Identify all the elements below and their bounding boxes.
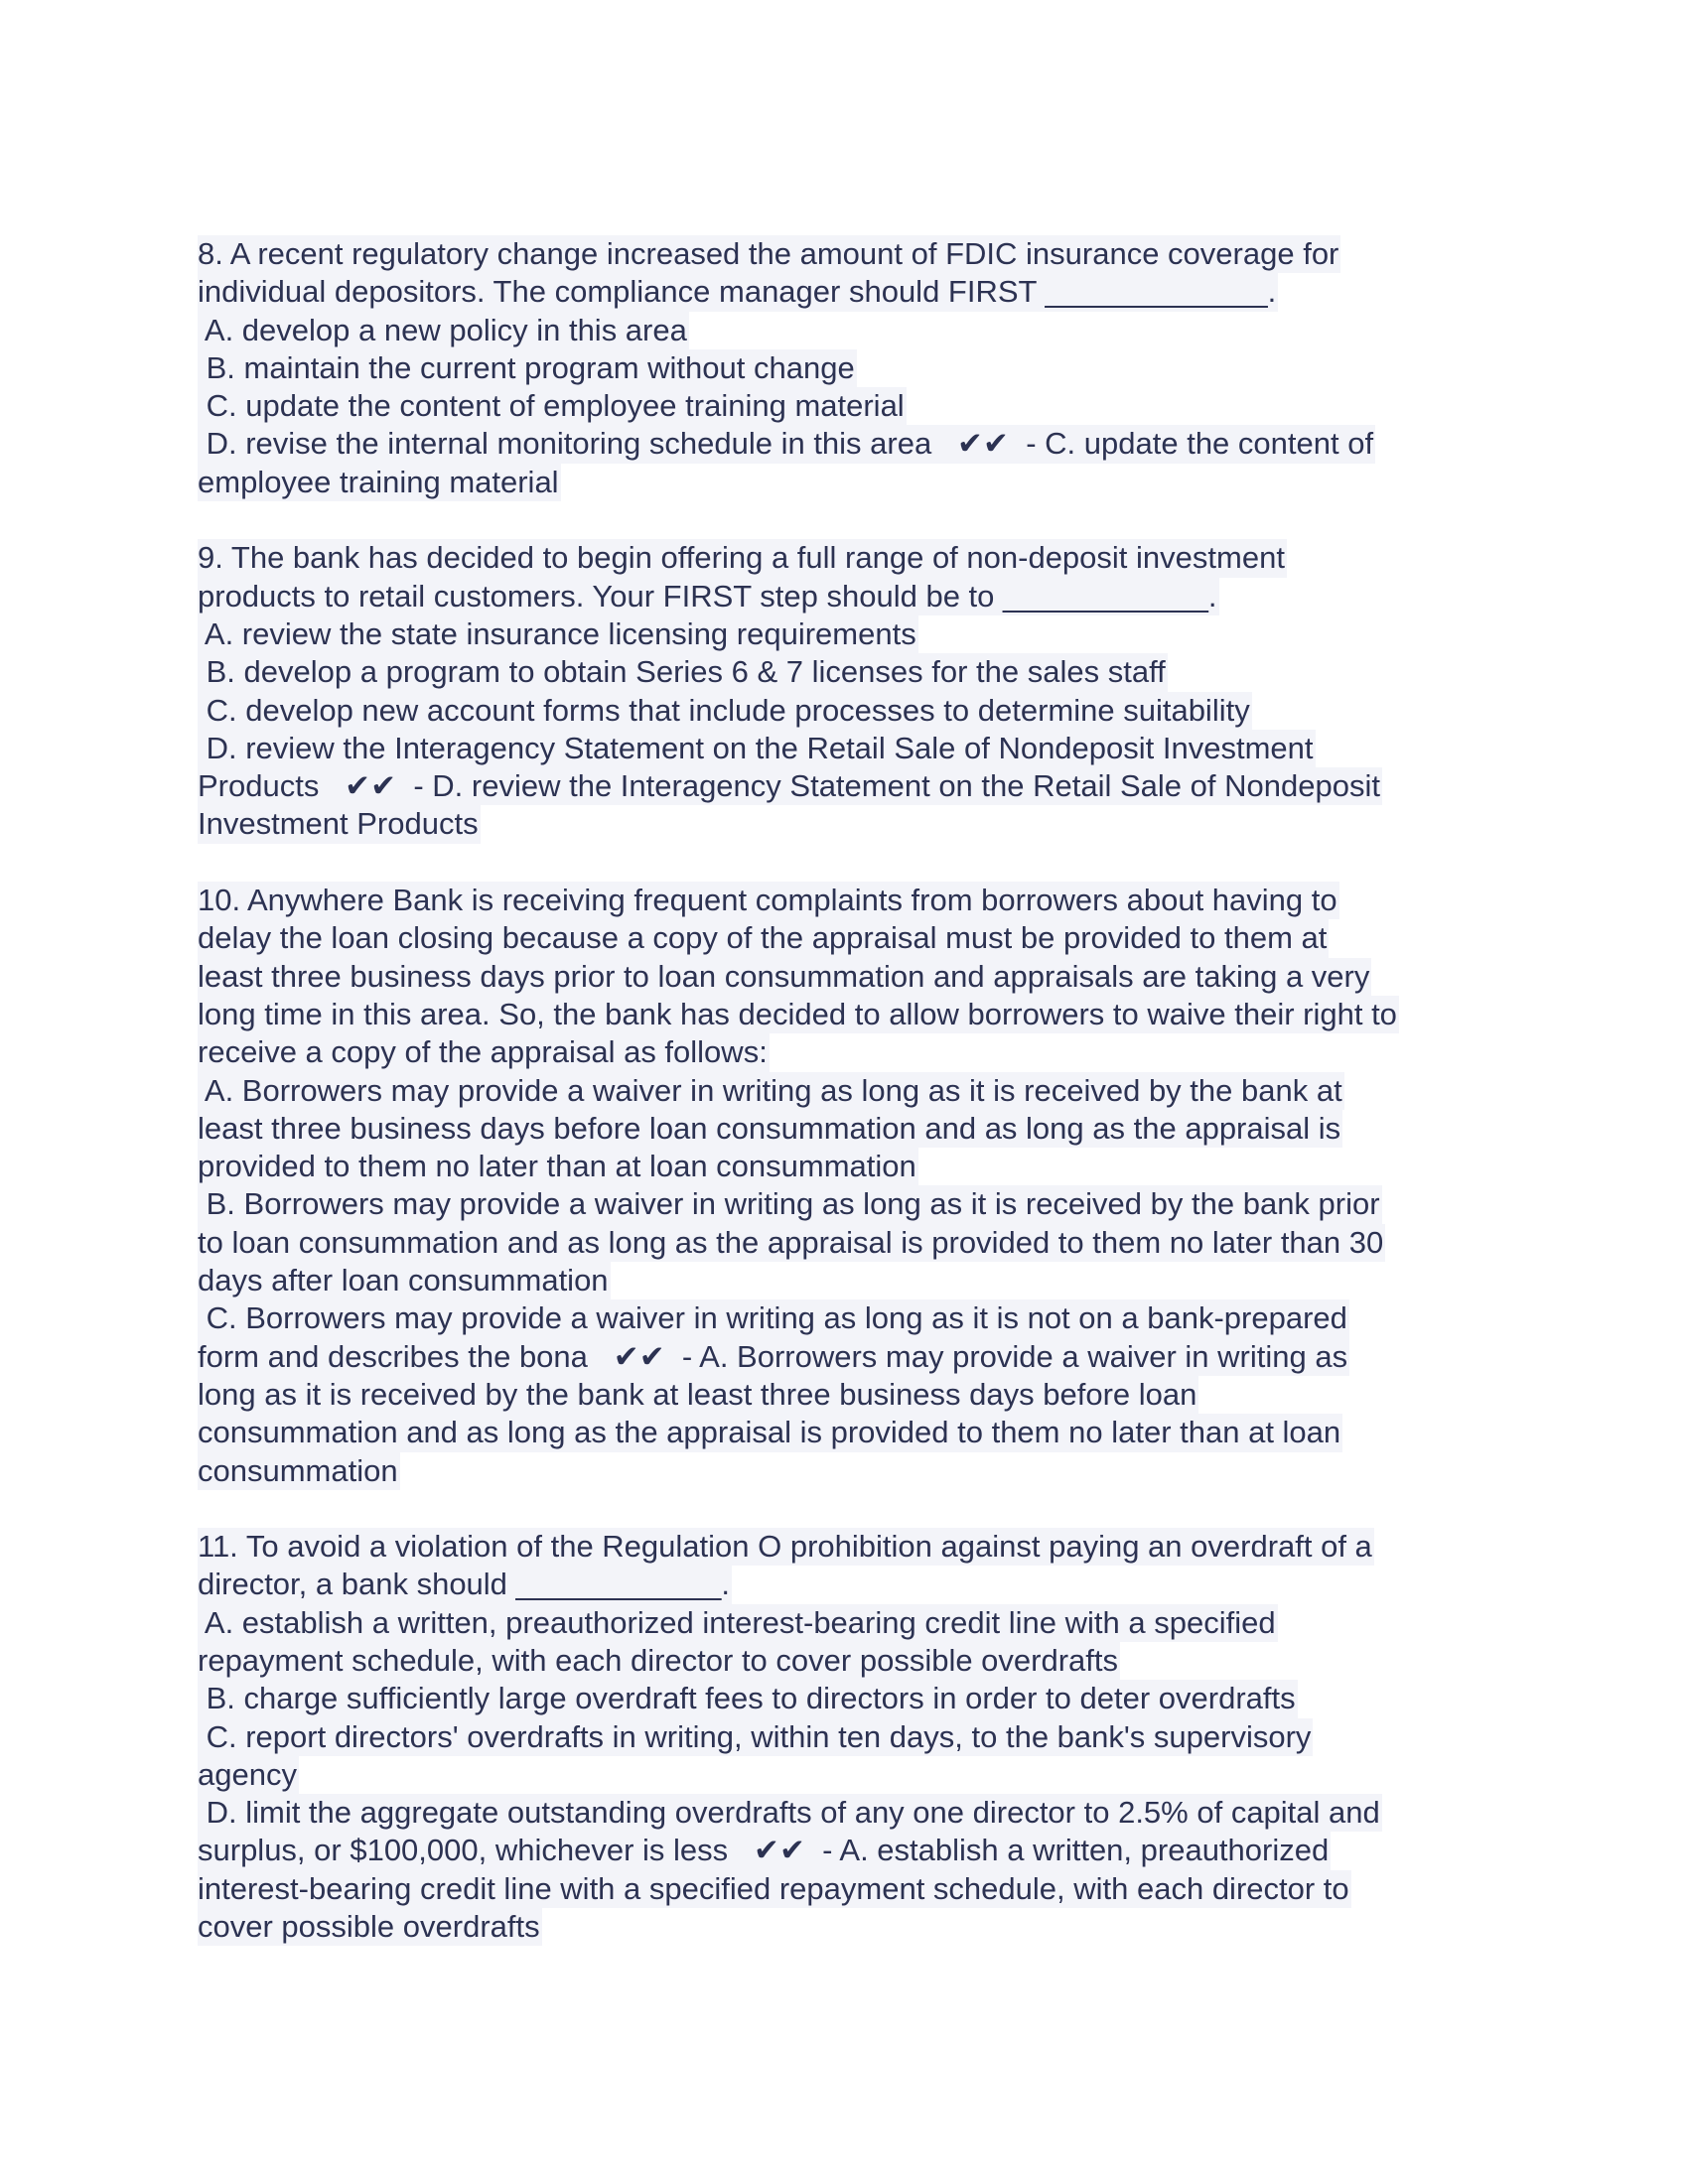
text-line: [198, 1794, 1508, 1832]
text-line: [198, 958, 1508, 996]
line-text: to loan consummation and as long as the appraisal is provided to them no later than 30: [198, 1224, 1385, 1262]
line-text: delay the loan closing because a copy of the appraisal must be provided to them at: [198, 919, 1329, 957]
line-text: days after loan consummation: [198, 1262, 611, 1299]
text-line: [198, 1680, 1508, 1717]
text-line: [198, 235, 1508, 273]
line-text: surplus, or $100,000, whichever is less ✔✔ - A. establish a written, preauthorized: [198, 1832, 1331, 1869]
line-text: D. revise the internal monitoring schedule in this area ✔✔ - C. update the content of: [198, 425, 1375, 463]
text-line: [198, 1224, 1508, 1262]
text-line: [198, 692, 1508, 730]
text-line: [198, 767, 1508, 805]
text-line: [198, 1908, 1508, 1946]
text-line: [198, 578, 1508, 615]
line-text: B. develop a program to obtain Series 6 & 7 licenses for the sales staff: [198, 653, 1168, 691]
text-line: [198, 1566, 1508, 1603]
text-line: [198, 1718, 1508, 1756]
line-text: individual depositors. The compliance manager should FIRST _____________.: [198, 273, 1278, 311]
text-line: [198, 919, 1508, 957]
document-page: [198, 235, 1508, 1984]
text-line: [198, 882, 1508, 919]
line-text: D. limit the aggregate outstanding overdrafts of any one director to 2.5% of capital and: [198, 1794, 1382, 1832]
line-text: products to retail customers. Your FIRST step should be to ____________.: [198, 578, 1219, 615]
line-text: 9. The bank has decided to begin offering a full range of non-deposit investment: [198, 539, 1287, 577]
question-block: [198, 539, 1508, 843]
text-line: [198, 1110, 1508, 1148]
question-block: [198, 882, 1508, 1490]
line-text: least three business days prior to loan consummation and appraisals are taking a very: [198, 958, 1371, 996]
text-line: [198, 1376, 1508, 1414]
line-text: C. report directors' overdrafts in writing, within ten days, to the bank's supervisory: [198, 1718, 1313, 1756]
line-text: long time in this area. So, the bank has decided to allow borrowers to waive their right to: [198, 996, 1399, 1033]
line-text: 11. To avoid a violation of the Regulation O prohibition against paying an overdraft of a: [198, 1528, 1374, 1566]
line-text: A. review the state insurance licensing requirements: [198, 615, 918, 653]
text-line: [198, 1642, 1508, 1680]
line-text: A. establish a written, preauthorized interest-bearing credit line with a specified: [198, 1604, 1278, 1642]
text-line: [198, 425, 1508, 463]
line-text: cover possible overdrafts: [198, 1908, 542, 1946]
text-line: [198, 1338, 1508, 1376]
text-line: [198, 1832, 1508, 1869]
line-text: C. update the content of employee training material: [198, 387, 907, 425]
text-line: [198, 615, 1508, 653]
text-line: [198, 1528, 1508, 1566]
text-line: [198, 1148, 1508, 1185]
text-line: [198, 1604, 1508, 1642]
text-line: [198, 996, 1508, 1033]
line-text: B. maintain the current program without change: [198, 349, 857, 387]
text-line: [198, 1756, 1508, 1794]
line-text: Products ✔✔ - D. review the Interagency Statement on the Retail Sale of Nondeposit: [198, 767, 1382, 805]
text-line: [198, 349, 1508, 387]
line-text: director, a bank should ____________.: [198, 1566, 732, 1603]
text-line: [198, 1072, 1508, 1110]
line-text: 8. A recent regulatory change increased the amount of FDIC insurance coverage for: [198, 235, 1340, 273]
text-line: [198, 273, 1508, 311]
line-text: form and describes the bona ✔✔ - A. Borrowers may provide a waiver in writing as: [198, 1338, 1349, 1376]
line-text: long as it is received by the bank at least three business days before loan: [198, 1376, 1198, 1414]
question-block: [198, 1528, 1508, 1946]
text-line: [198, 1033, 1508, 1071]
text-line: [198, 387, 1508, 425]
text-line: [198, 1870, 1508, 1908]
text-line: [198, 312, 1508, 349]
line-text: B. Borrowers may provide a waiver in writing as long as it is received by the bank prior: [198, 1185, 1382, 1223]
text-line: [198, 1185, 1508, 1223]
text-line: [198, 653, 1508, 691]
line-text: B. charge sufficiently large overdraft fees to directors in order to deter overdrafts: [198, 1680, 1298, 1717]
line-text: consummation: [198, 1452, 400, 1490]
line-text: provided to them no later than at loan consummation: [198, 1148, 918, 1185]
text-line: [198, 1414, 1508, 1451]
line-text: agency: [198, 1756, 299, 1794]
line-text: consummation and as long as the appraisal is provided to them no later than at loan: [198, 1414, 1342, 1451]
line-text: 10. Anywhere Bank is receiving frequent complaints from borrowers about having to: [198, 882, 1339, 919]
line-text: interest-bearing credit line with a specified repayment schedule, with each director to: [198, 1870, 1351, 1908]
line-text: receive a copy of the appraisal as follows:: [198, 1033, 770, 1071]
question-block: [198, 235, 1508, 501]
text-line: [198, 1299, 1508, 1337]
line-text: A. develop a new policy in this area: [198, 312, 689, 349]
line-text: D. review the Interagency Statement on the Retail Sale of Nondeposit Investment: [198, 730, 1316, 767]
text-line: [198, 1262, 1508, 1299]
line-text: employee training material: [198, 464, 561, 501]
text-line: [198, 730, 1508, 767]
line-text: A. Borrowers may provide a waiver in writing as long as it is received by the bank at: [198, 1072, 1344, 1110]
text-line: [198, 539, 1508, 577]
line-text: C. develop new account forms that include processes to determine suitability: [198, 692, 1252, 730]
line-text: C. Borrowers may provide a waiver in writing as long as it is not on a bank-prepared: [198, 1299, 1349, 1337]
line-text: Investment Products: [198, 805, 481, 843]
text-line: [198, 805, 1508, 843]
text-line: [198, 1452, 1508, 1490]
text-line: [198, 464, 1508, 501]
line-text: repayment schedule, with each director to cover possible overdrafts: [198, 1642, 1120, 1680]
line-text: least three business days before loan consummation and as long as the appraisal is: [198, 1110, 1342, 1148]
